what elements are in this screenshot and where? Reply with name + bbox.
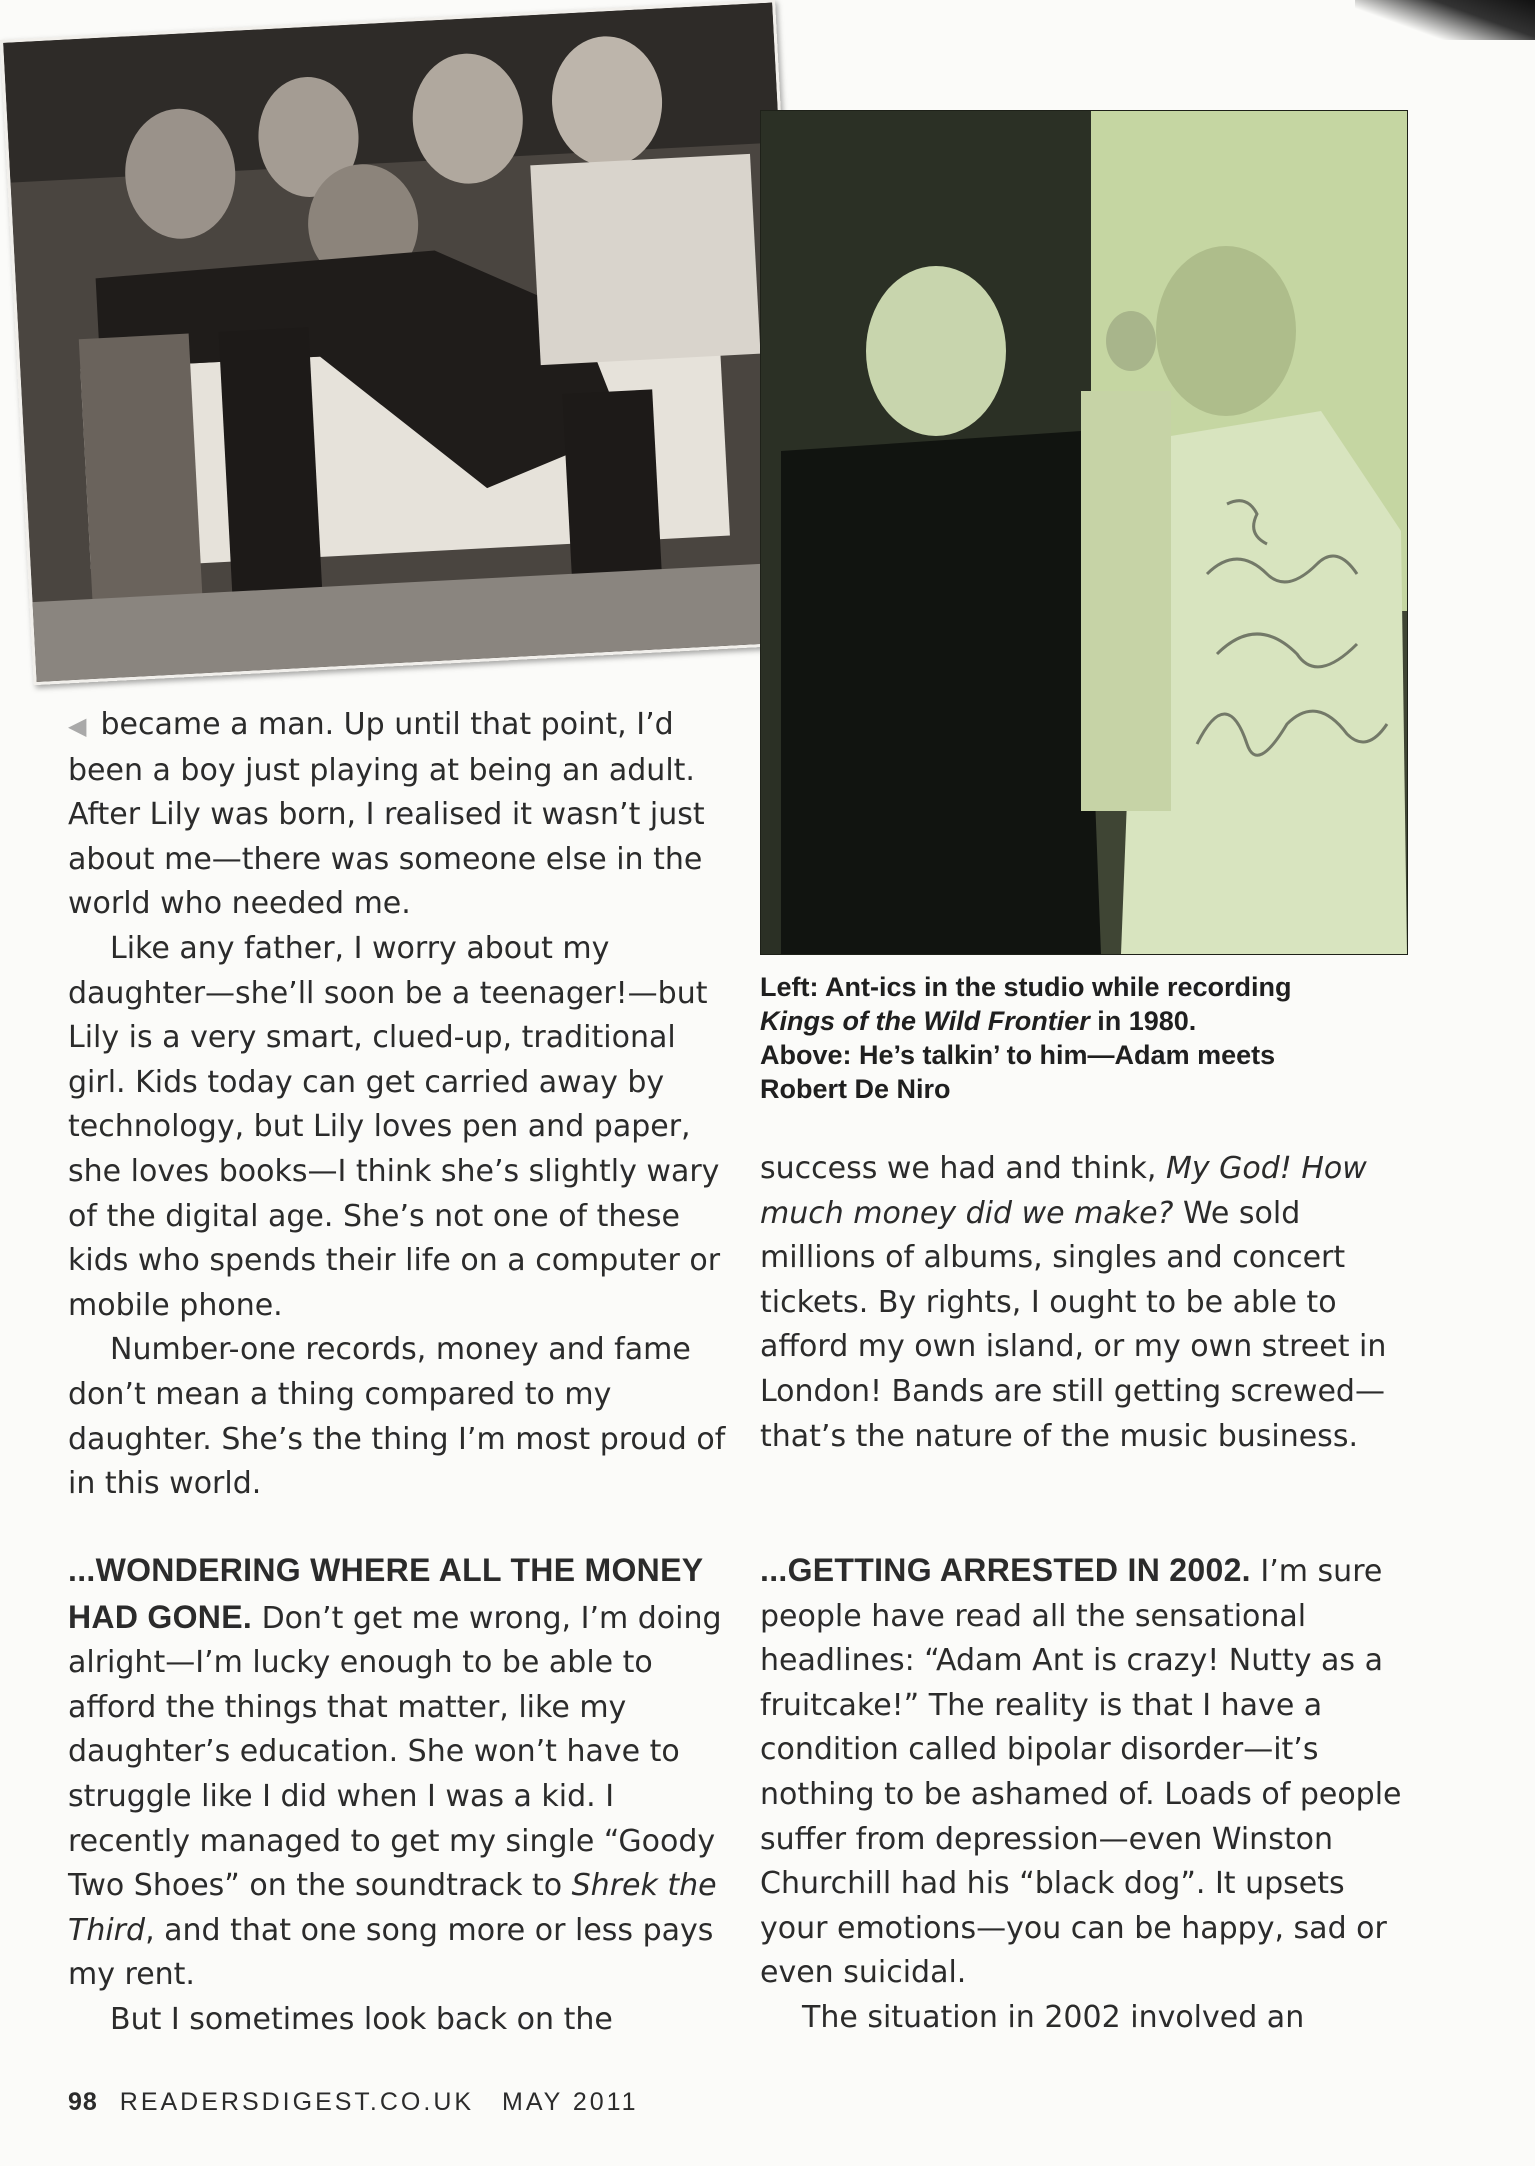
paragraph: The situation in 2002 involved an <box>802 1999 1305 2035</box>
article-column-right-bottom <box>760 1548 1420 2041</box>
caption-album-title: Kings of the Wild Frontier <box>760 1006 1090 1036</box>
autograph-signature-art <box>1187 484 1397 804</box>
paragraph <box>68 1548 728 1998</box>
caption-line-4: Robert De Niro <box>760 1074 951 1104</box>
paragraph: But I sometimes look back on the <box>110 2001 613 2037</box>
caption-line-2 <box>760 1004 1400 1038</box>
page-footer <box>68 2088 639 2117</box>
page-corner-shadow <box>1355 0 1535 40</box>
studio-group-photo <box>0 0 809 685</box>
paragraph: Like any father, I worry about my daughter—she’ll soon be a teenager!—but Lily is a very smart, clued-up, traditional girl. Kids today can get carried away by technology, but Lily loves pen and paper, she loves books—I think she’s slightly wary of the digital age. She’s not one of these kids who spends their life on a computer or mobile phone. <box>68 930 721 1323</box>
article-column-left-top <box>68 703 728 1507</box>
paragraph-text: We sold millions of albums, singles and concert tickets. By rights, I ought to be able to afford my own island, or my own street in London! Bands are still getting screwed—that’s the nature of the music business. <box>760 1195 1387 1454</box>
studio-group-photo-art <box>3 3 805 682</box>
publication-url: READERSDIGEST.CO.UK <box>119 2088 475 2116</box>
continued-arrow-icon: ◀ <box>68 712 87 740</box>
article-column-left-bottom <box>68 1548 728 2043</box>
paragraph <box>760 1147 1420 1459</box>
paragraph-text: , and that one song more or less pays my rent. <box>68 1912 714 1993</box>
paragraph <box>68 703 728 927</box>
paragraph <box>760 1548 1420 1996</box>
paragraph-italic-title: Shrek the Third <box>68 1868 717 1948</box>
photo-caption <box>760 970 1400 1106</box>
section-heading: ...WONDERING WHERE ALL THE MONEY HAD GONE. <box>68 1552 703 1635</box>
paragraph-italic-quote: My God! How much money did we make? <box>760 1151 1367 1231</box>
paragraph: Number-one records, money and fame don’t mean a thing compared to my daughter. She’s the thing I’m most proud of in this world. <box>68 1332 726 1502</box>
caption-year: in 1980. <box>1089 1006 1197 1036</box>
paragraph-text: Don’t get me wrong, I’m doing alright—I’m lucky enough to be able to afford the things that matter, like my daughter’s education. She won’t have to struggle like I did when I was a kid. I recently managed to get my single “Goody Two Shoes” on the soundtrack to <box>68 1600 722 1904</box>
caption-line-1: Left: Ant-ics in the studio while recording <box>760 972 1292 1002</box>
article-column-right-top <box>760 1147 1420 1459</box>
section-heading: ...GETTING ARRESTED IN 2002. <box>760 1552 1251 1588</box>
page-number: 98 <box>68 2088 98 2116</box>
de-niro-photo <box>760 110 1408 955</box>
paragraph-text: success we had and think, <box>760 1151 1166 1186</box>
issue-date: MAY 2011 <box>502 2088 639 2116</box>
caption-line-3: Above: He’s talkin’ to him—Adam meets <box>760 1040 1276 1070</box>
paragraph-text: became a man. Up until that point, I’d been a boy just playing at being an adult. After Lily was born, I realised it wasn’t just about me—there was someone else in the world who needed me. <box>68 707 705 922</box>
paragraph-text: I’m sure people have read all the sensational headlines: “Adam Ant is crazy! Nutty as a fruitcake!” The reality is that I have a condition called bipolar disorder—it’s nothing to be ashamed of. Loads of people suffer from depression—even Winston Churchill had his “black dog”. It upsets your emotions—you can be happy, sad or even suicidal. <box>760 1554 1402 1991</box>
autograph-signature <box>1187 484 1397 804</box>
